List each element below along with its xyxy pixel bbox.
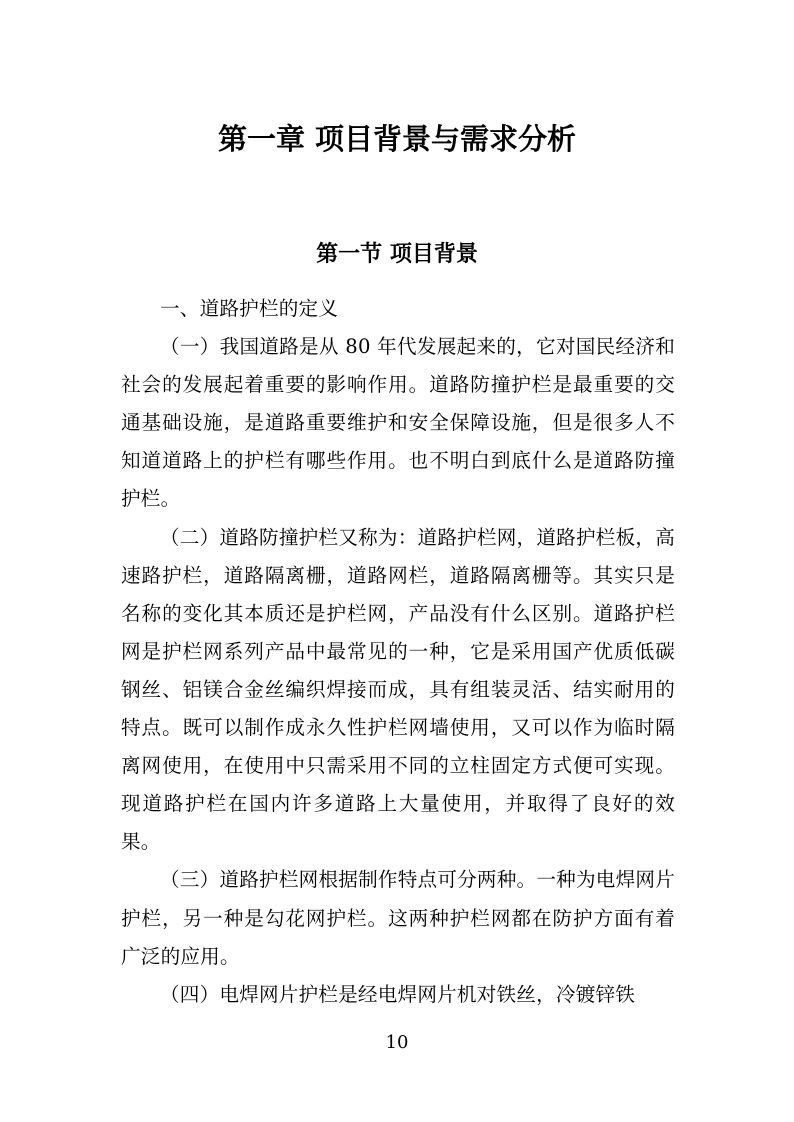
paragraph-4: （四）电焊网片护栏是经电焊网片机对铁丝，冷镀锌铁 bbox=[160, 982, 636, 1006]
body-text bbox=[121, 290, 675, 1014]
chapter-title: 第一章 项目背景与需求分析 bbox=[217, 122, 577, 156]
page-number: 10 bbox=[385, 1032, 409, 1053]
paragraph-2: （二）道路防撞护栏又称为：道路护栏网，道路护栏板，高速路护栏，道路隔离栅，道路网栏，道路隔离栅等。其实只是名称的变化其本质还是护栏网，产品没有什么区别。道路护栏网是护栏网系列产品中最常见的一种，它是采用国产优质低碳钢丝、铝镁合金丝编织焊接而成，具有组装灵活、结实耐用的特点。既可以制作成永久性护栏网墙使用，又可以作为临时隔离网使用，在使用中只需采用不同的立柱固定方式便可实现。现道路护栏在国内许多道路上大量使用，并取得了良好的效果。 bbox=[121, 525, 675, 854]
subheading: 一、道路护栏的定义 bbox=[160, 297, 339, 320]
paragraph-1: （一）我国道路是从 80 年代发展起来的，它对国民经济和社会的发展起着重要的影响作用。道路防撞护栏是最重要的交通基础设施，是道路重要维护和安全保障设施，但是很多人不知道道路上的护栏有哪些作用。也不明白到底什么是道路防撞护栏。 bbox=[121, 335, 675, 511]
section-title: 第一节 项目背景 bbox=[316, 242, 478, 267]
paragraph-3: （三）道路护栏网根据制作特点可分两种。一种为电焊网片护栏，另一种是勾花网护栏。这两种护栏网都在防护方面有着广泛的应用。 bbox=[121, 868, 675, 968]
